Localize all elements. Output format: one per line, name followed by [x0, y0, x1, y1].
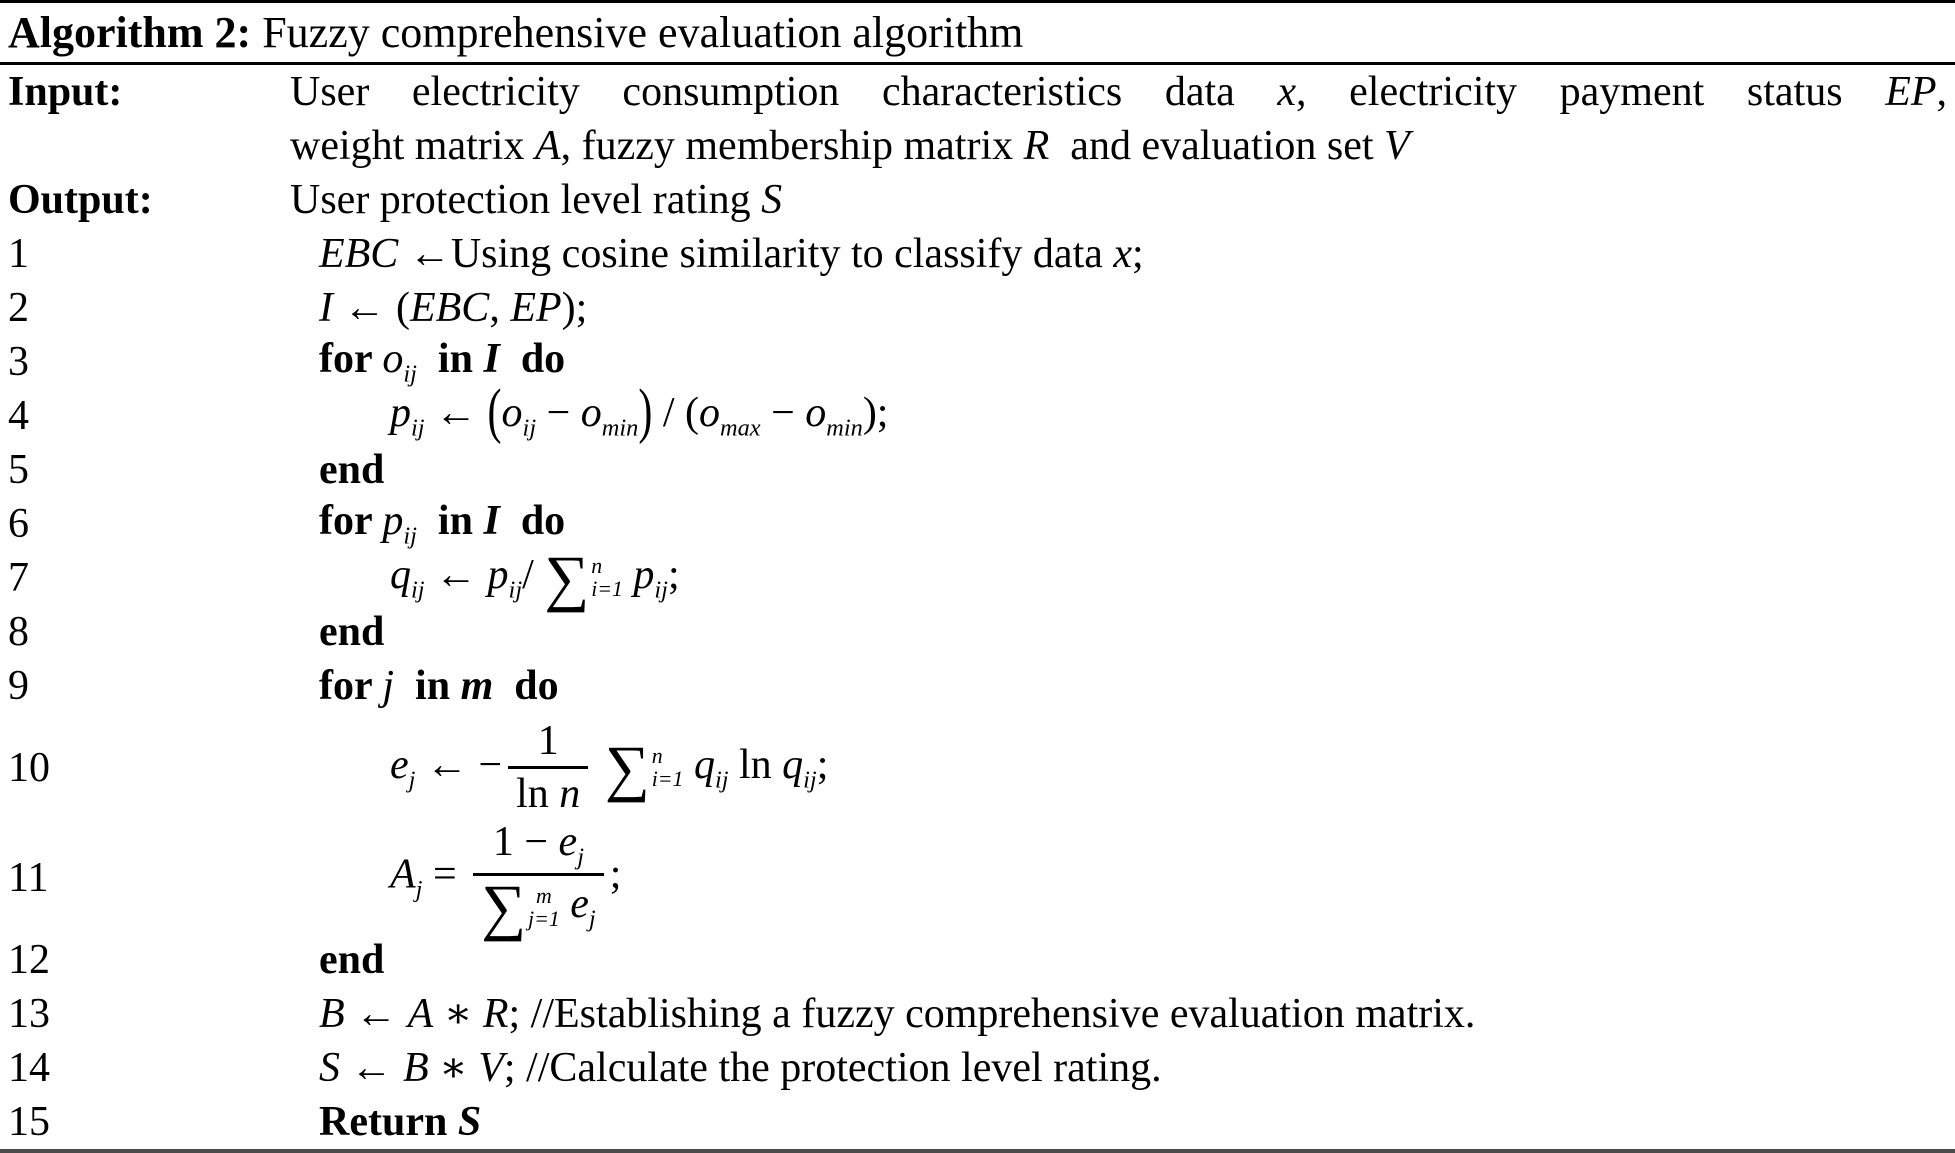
- text-segment: ): [638, 378, 653, 446]
- text-segment: ∗: [433, 990, 483, 1037]
- code-line: [290, 992, 1955, 1036]
- text-segment: p: [390, 389, 411, 436]
- line-number: 5: [8, 447, 29, 493]
- code-line-row: [0, 119, 1955, 173]
- summation-upper: n: [591, 554, 603, 579]
- code-line-row: [0, 497, 1955, 551]
- code-line: [290, 819, 1955, 943]
- text-segment: ; //Calculate the protection level rating.: [503, 1044, 1162, 1091]
- text-segment: / (: [652, 389, 699, 436]
- text-segment: 1: [537, 717, 559, 764]
- code-line: [290, 499, 1955, 549]
- text-segment: );: [561, 284, 588, 331]
- text-segment: (: [487, 378, 502, 446]
- text-segment: do: [499, 335, 566, 382]
- text-segment: R: [1023, 122, 1050, 169]
- text-segment: /: [522, 551, 545, 598]
- text-segment: weight matrix: [290, 122, 535, 169]
- io-row: [0, 65, 1955, 119]
- text-segment: min: [826, 414, 863, 442]
- code-line-row: [0, 227, 1955, 281]
- summation-limits: [591, 555, 623, 601]
- summation: [604, 732, 684, 803]
- text-segment: x: [1113, 230, 1133, 277]
- text-segment: ij: [411, 414, 425, 442]
- text-segment: min: [601, 414, 639, 442]
- text-segment: User protection level rating: [290, 176, 762, 223]
- text-segment: User electricity consumption characteristics data: [290, 68, 1278, 115]
- line-number: 9: [8, 663, 29, 709]
- code-line: [290, 1046, 1955, 1090]
- text-segment: [594, 742, 605, 788]
- text-segment: B: [403, 1044, 429, 1091]
- summation-limits: [528, 885, 560, 931]
- code-line-row: [0, 605, 1955, 659]
- code-line-row: [0, 1095, 1955, 1149]
- text-segment: ←: [424, 551, 488, 598]
- text-segment: p: [633, 551, 655, 598]
- code-line: [290, 542, 1955, 613]
- text-segment: x: [1277, 68, 1297, 115]
- text-segment: V: [1384, 122, 1410, 169]
- text-segment: ;: [609, 851, 622, 898]
- text-segment: j: [588, 905, 596, 933]
- text-segment: ij: [803, 766, 817, 794]
- line-number: 2: [8, 285, 29, 331]
- text-segment: EBC: [319, 230, 399, 277]
- text-segment: j: [408, 766, 416, 794]
- text-segment: end: [319, 608, 385, 655]
- text-segment: , fuzzy membership matrix: [560, 122, 1024, 169]
- text-segment: B: [319, 990, 345, 1037]
- text-segment: q: [693, 741, 715, 788]
- text-segment: m: [460, 662, 494, 709]
- text-segment: do: [493, 662, 559, 709]
- code-line-row: [0, 659, 1955, 713]
- code-line: [290, 232, 1955, 276]
- line-number: 3: [8, 339, 29, 385]
- text-segment: ← −: [415, 741, 503, 788]
- line-number: 11: [8, 855, 49, 901]
- text-segment: j: [415, 876, 423, 904]
- text-segment: for: [319, 335, 383, 382]
- text-segment: I: [319, 284, 333, 331]
- code-line: [290, 178, 1955, 222]
- io-row: [0, 173, 1955, 227]
- text-segment: ij: [403, 522, 417, 550]
- text-segment: in: [416, 335, 484, 382]
- text-segment: ij: [508, 576, 523, 604]
- code-line-row: [0, 443, 1955, 497]
- text-segment: A: [534, 122, 561, 169]
- text-segment: o: [382, 335, 404, 382]
- text-segment: ←: [340, 1044, 403, 1091]
- text-segment: ln: [728, 741, 783, 788]
- code-line-row: [0, 378, 1955, 446]
- text-segment: o: [805, 389, 827, 436]
- code-line-row: [0, 819, 1955, 943]
- text-segment: o: [698, 389, 720, 436]
- line-number: 10: [8, 745, 50, 791]
- summation-upper: m: [536, 883, 552, 908]
- text-segment: Return: [319, 1098, 458, 1145]
- text-segment: , electricity payment status: [1296, 68, 1886, 115]
- fraction-numerator: [473, 820, 604, 873]
- text-segment: for: [319, 662, 383, 709]
- text-segment: ; //Establishing a fuzzy comprehensive evaluation matrix.: [508, 990, 1476, 1037]
- text-segment: in: [394, 662, 461, 709]
- text-segment: for: [319, 497, 383, 544]
- text-segment: ;: [667, 551, 680, 598]
- code-line-row: [0, 335, 1955, 389]
- text-segment: ij: [654, 576, 668, 604]
- summation-lower: i=1: [651, 767, 684, 791]
- line-number: 15: [8, 1099, 50, 1145]
- fraction-denominator: [508, 766, 588, 817]
- io-label: Output:: [8, 177, 153, 223]
- text-segment: [623, 552, 634, 598]
- text-segment: in: [416, 497, 484, 544]
- algorithm-rows: [0, 65, 1955, 1149]
- text-segment: ij: [522, 414, 537, 442]
- text-segment: e: [390, 741, 409, 788]
- line-number: 13: [8, 991, 50, 1037]
- summation-upper: n: [651, 744, 663, 769]
- text-segment: V: [478, 1044, 504, 1091]
- code-line: [290, 337, 1955, 387]
- text-segment: ln: [516, 771, 560, 817]
- code-line-row: [0, 281, 1955, 335]
- summation: [544, 542, 623, 613]
- text-segment: do: [499, 497, 566, 544]
- text-segment: R: [482, 990, 509, 1037]
- text-segment: q: [782, 741, 804, 788]
- summation-limits: [652, 745, 684, 791]
- text-segment: S: [457, 1098, 482, 1145]
- code-line-row: [0, 713, 1955, 823]
- text-segment: e: [558, 819, 578, 866]
- code-line-row: [0, 1041, 1955, 1095]
- text-segment: and evaluation set: [1049, 122, 1385, 169]
- bottom-rule: [0, 1149, 1955, 1153]
- text-segment: EP: [1885, 68, 1937, 115]
- text-segment: −: [536, 389, 581, 436]
- text-segment: p: [487, 551, 509, 598]
- code-line: [290, 664, 1955, 708]
- text-segment: EP: [510, 284, 562, 331]
- summation-lower: i=1: [591, 577, 623, 601]
- text-segment: −: [760, 389, 806, 436]
- text-segment: [683, 742, 694, 788]
- text-segment: o: [580, 389, 602, 436]
- text-segment: ij: [411, 576, 425, 604]
- algorithm-label: Algorithm 2:: [8, 8, 252, 57]
- text-segment: j: [577, 843, 584, 871]
- text-segment: ;: [1132, 230, 1144, 277]
- code-line-row: [0, 987, 1955, 1041]
- text-segment: j: [382, 662, 395, 709]
- line-number: 14: [8, 1045, 50, 1091]
- text-segment: o: [501, 389, 523, 436]
- text-segment: A: [407, 990, 434, 1037]
- text-segment: ,: [489, 284, 511, 331]
- text-segment: EBC: [410, 284, 490, 331]
- text-segment: 1 −: [492, 819, 559, 866]
- text-segment: ←Using cosine similarity to classify data: [398, 230, 1114, 277]
- code-line: [290, 938, 1955, 982]
- algorithm-title: Fuzzy comprehensive evaluation algorithm: [251, 8, 1024, 57]
- text-segment: e: [570, 881, 589, 928]
- text-segment: I: [483, 335, 500, 382]
- text-segment: [560, 881, 571, 927]
- line-number: 4: [8, 393, 29, 439]
- text-segment: q: [390, 551, 411, 598]
- sigma-icon: ∑: [481, 872, 527, 943]
- text-segment: ;: [816, 741, 829, 788]
- code-line: [290, 610, 1955, 654]
- text-segment: end: [319, 446, 385, 493]
- fraction-numerator: [508, 719, 588, 766]
- text-segment: S: [319, 1044, 340, 1091]
- code-line: [290, 70, 1955, 114]
- text-segment: ← (: [333, 284, 410, 331]
- line-number: 8: [8, 609, 29, 655]
- code-line: [290, 1100, 1955, 1144]
- fraction-denominator: [473, 872, 604, 943]
- fraction: [508, 719, 588, 818]
- line-number: 6: [8, 501, 29, 547]
- text-segment: I: [483, 497, 500, 544]
- code-line: [290, 448, 1955, 492]
- text-segment: ∗: [428, 1044, 479, 1091]
- text-segment: end: [319, 936, 385, 983]
- text-segment: p: [382, 497, 404, 544]
- io-label: Input:: [8, 69, 123, 115]
- sigma-icon: ∑: [604, 732, 650, 803]
- text-segment: ←: [344, 990, 408, 1037]
- text-segment: ij: [714, 766, 729, 794]
- text-segment: );: [862, 389, 889, 436]
- code-line: [290, 719, 1955, 818]
- text-segment: ij: [403, 360, 417, 388]
- summation-lower: j=1: [528, 906, 560, 931]
- line-number: 1: [8, 231, 29, 277]
- text-segment: n: [559, 771, 581, 817]
- text-segment: A: [390, 851, 416, 898]
- code-line-row: [0, 542, 1955, 613]
- text-segment: ←: [424, 389, 488, 436]
- code-line: [290, 124, 1955, 168]
- summation: [481, 872, 560, 943]
- code-line: [290, 286, 1955, 330]
- algorithm-header: [0, 3, 1955, 62]
- text-segment: max: [719, 414, 761, 442]
- fraction: [473, 819, 604, 943]
- sigma-icon: ∑: [544, 542, 590, 613]
- text-segment: =: [422, 851, 468, 898]
- text-segment: S: [761, 176, 783, 223]
- text-segment: ,: [1936, 68, 1947, 115]
- code-line: [290, 378, 1955, 446]
- code-line-row: [0, 933, 1955, 987]
- line-number: 7: [8, 555, 29, 601]
- line-number: 12: [8, 937, 50, 983]
